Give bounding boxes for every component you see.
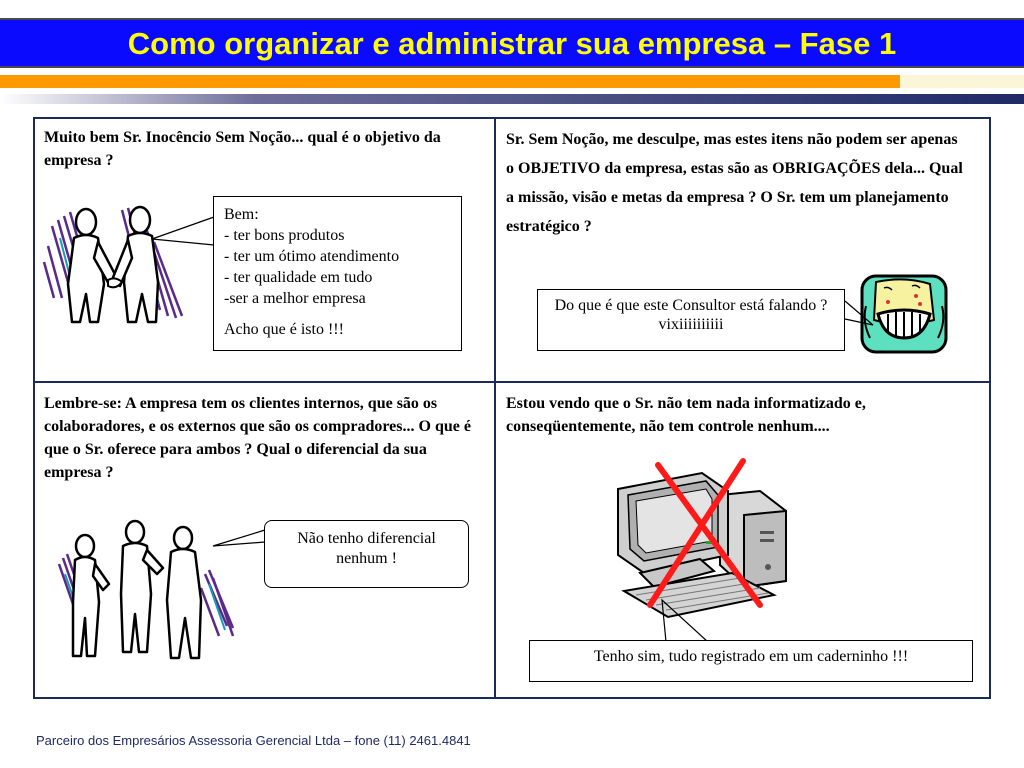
bubble-line: - ter qualidade em tudo	[224, 269, 373, 286]
speech-bubble-objectives	[213, 196, 462, 351]
people-group-clipart	[55, 518, 235, 664]
title-bar	[0, 18, 1024, 68]
bubble-line: -ser a melhor empresa	[224, 290, 366, 307]
bubble-pointer-top-right	[843, 295, 879, 331]
bubble-pointer-bottom-left	[211, 528, 267, 552]
bubble-line: - ter bons produtos	[224, 227, 345, 244]
question-top-right: Sr. Sem Noção, me desculpe, mas estes itens não podem ser apenas o OBJETIVO da empresa, estas são as OBRIGAÇÕES dela... Qual a missão, visão e metas da empresa ? O Sr. tem um planejamento estratégico ?	[506, 131, 963, 235]
speech-bubble-confused: Do que é que este Consultor está falando ? vixiiiiiiiiii	[537, 289, 845, 351]
grid-vertical-divider	[494, 117, 496, 699]
bubble-closing: Acho que é isto !!!	[224, 321, 344, 338]
navy-stripe	[0, 94, 1024, 104]
cream-stripe	[900, 75, 1024, 88]
bubble-line: Bem:	[224, 206, 259, 223]
question-bottom-right: Estou vendo que o Sr. não tem nada informatizado e, conseqüentemente, não tem controle nenhum....	[506, 395, 866, 435]
footer-text: Parceiro dos Empresários Assessoria Gerencial Ltda – fone (11) 2461.4841	[36, 733, 471, 748]
speech-bubble-no-differential: Não tenho diferencial nenhum !	[264, 520, 469, 588]
bubble-pointer-top-left	[150, 215, 216, 255]
question-top-left: Muito bem Sr. Inocêncio Sem Noção... qual é o objetivo da empresa ?	[44, 129, 441, 169]
bubble-line: - ter um ótimo atendimento	[224, 248, 400, 265]
slide-title: Como organizar e administrar sua empresa – Fase 1	[127, 26, 897, 61]
question-bottom-left: Lembre-se: A empresa tem os clientes internos, que são os colaboradores, e os externos que são os compradores... O que é que o Sr. oferece para ambos ? Qual o diferencial da sua empresa ?	[44, 395, 471, 481]
grid-horizontal-divider	[33, 381, 991, 383]
orange-stripe	[0, 75, 900, 88]
bubble-pointer-bottom-right	[660, 598, 720, 644]
speech-bubble-notebook: Tenho sim, tudo registrado em um caderninho !!!	[529, 640, 973, 682]
